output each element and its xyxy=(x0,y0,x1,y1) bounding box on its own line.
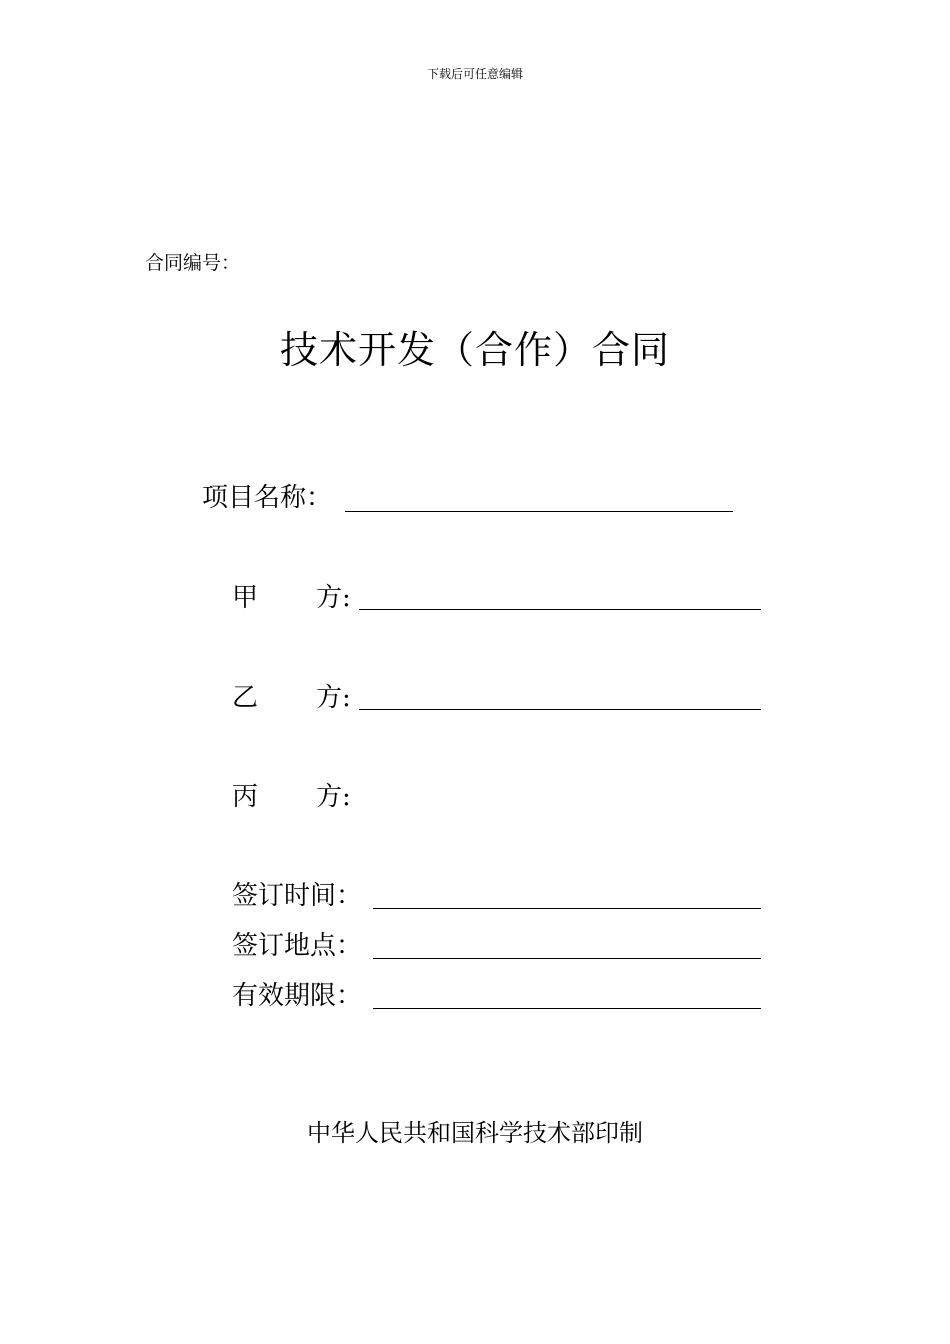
party-b-char: 乙 xyxy=(232,683,259,713)
signing-time-blank-line xyxy=(373,908,761,909)
party-a-blank-line xyxy=(359,609,761,610)
validity-label: 有效期限： xyxy=(232,981,363,1011)
issuer-line: 中华人民共和国科学技术部印制 xyxy=(307,1119,643,1147)
project-name-label: 项目名称： xyxy=(202,483,333,513)
validity-blank-line xyxy=(373,1008,761,1009)
party-c-suffix: 方: xyxy=(316,782,351,812)
header-note: 下载后可任意编辑 xyxy=(426,67,523,81)
document-title: 技术开发（合作）合同 xyxy=(279,328,670,372)
party-a-suffix: 方: xyxy=(316,583,351,613)
party-c-char: 丙 xyxy=(232,782,259,812)
contract-number-label: 合同编号： xyxy=(145,252,241,274)
project-name-blank-line xyxy=(345,511,733,512)
party-b-blank-line xyxy=(359,709,761,710)
party-a-char: 甲 xyxy=(232,583,259,613)
signing-place-label: 签订地点： xyxy=(232,931,363,961)
party-b-suffix: 方: xyxy=(316,683,351,713)
signing-place-blank-line xyxy=(373,958,761,959)
signing-time-label: 签订时间： xyxy=(232,881,363,911)
